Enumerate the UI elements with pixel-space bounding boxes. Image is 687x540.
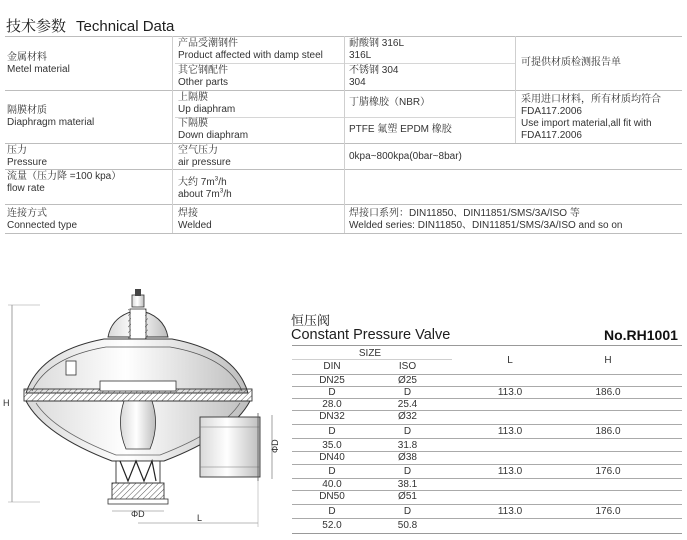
dim-l-label: L xyxy=(197,513,203,523)
flow-value-cn: 大约 $7m^3/h$ xyxy=(178,175,227,188)
metal-part2-val-en: 304 xyxy=(349,77,366,88)
column-divider xyxy=(172,36,173,233)
sub-row-divider xyxy=(175,63,515,64)
diaphragm-label-cn: 隔膜材质 xyxy=(7,105,47,116)
d-label: D xyxy=(328,506,336,517)
pressure-label-cn: 压力 xyxy=(7,145,27,156)
table-bottom-rule xyxy=(5,233,682,234)
diaphragm-down-en: Down diaphram xyxy=(178,130,249,141)
header-size: SIZE xyxy=(358,348,382,359)
h-value: 176.0 xyxy=(595,466,621,477)
valve-table-bottom-rule xyxy=(292,533,682,534)
diaphragm-down-cn: 下隔膜 xyxy=(178,118,208,129)
connection-value-en: Welded series: DIN11850、DIN11851/SMS/3A/ISO and so on xyxy=(349,220,623,231)
din-value: DN32 xyxy=(319,411,345,422)
iso-value: Ø25 xyxy=(398,375,417,386)
metal-part1-cn: 产品受潮钢件 xyxy=(178,38,238,49)
d-value: 38.1 xyxy=(397,479,418,490)
d-value: 31.8 xyxy=(397,440,418,451)
pressure-sub-cn: 空气压力 xyxy=(178,145,218,156)
connection-sub-en: Welded xyxy=(178,220,212,231)
metal-part2-val-cn: 不锈钢 304 xyxy=(349,65,399,76)
metal-part1-val-en: 316L xyxy=(349,50,372,61)
iso-value: Ø38 xyxy=(398,452,417,463)
d-label: D xyxy=(403,466,412,477)
header-l: L xyxy=(507,355,513,366)
diaphragm-note-en: Use import material,all fit with xyxy=(521,118,652,129)
l-value: 113.0 xyxy=(497,387,523,398)
d-label: D xyxy=(328,387,336,398)
d-value: 52.0 xyxy=(322,520,342,531)
d-value: 28.0 xyxy=(322,399,342,410)
d-label: D xyxy=(328,426,336,437)
d-value: 40.0 xyxy=(322,479,342,490)
column-divider xyxy=(344,36,345,233)
d-label: D xyxy=(328,466,336,477)
connection-label-en: Connected type xyxy=(7,220,78,231)
connection-value-cn: 焊接口系列：DIN11850、DIN11851/SMS/3A/ISO 等 xyxy=(349,208,580,219)
l-value: 113.0 xyxy=(497,426,523,437)
diaphragm-up-value: 丁腈橡胶（NBR） xyxy=(349,97,431,108)
diaphragm-down-value: PTFE 氟塑 EPDM 橡胶 xyxy=(349,124,452,135)
section-title-cn: 技术参数 xyxy=(6,18,67,35)
diaphragm-note-en-2: FDA117.2006 xyxy=(521,130,582,141)
valve-title-en: Constant Pressure Valve xyxy=(291,327,451,343)
section-title xyxy=(6,15,174,36)
l-value: 113.0 xyxy=(497,466,523,477)
h-value: 186.0 xyxy=(595,426,621,437)
pressure-label-en: Pressure xyxy=(7,157,48,168)
connection-label-cn: 连接方式 xyxy=(7,208,47,219)
iso-value: Ø51 xyxy=(398,491,417,502)
din-value: DN25 xyxy=(319,375,345,386)
din-value: DN50 xyxy=(319,491,345,502)
pressure-sub-en: air pressure xyxy=(178,157,231,168)
metal-part2-cn: 其它钢配件 xyxy=(178,65,228,76)
h-value: 186.0 xyxy=(595,387,621,398)
diaphragm-label-en: Diaphragm material xyxy=(7,117,95,128)
diaphragm-up-cn: 上隔膜 xyxy=(178,92,208,103)
flow-label-cn: 流量（压力降 =100 kpa） xyxy=(7,171,122,182)
flow-label-en: flow rate xyxy=(7,183,45,194)
h-value: 176.0 xyxy=(595,506,621,517)
row-rule xyxy=(292,518,682,519)
valve-table-top-rule xyxy=(292,345,682,346)
metal-part1-val-cn: 耐酸钢 316L xyxy=(349,38,405,49)
sub-row-divider xyxy=(175,117,515,118)
row-rule xyxy=(292,464,682,465)
d-label: D xyxy=(403,387,412,398)
diaphragm-up-en: Up diaphram xyxy=(178,104,236,115)
flow-value-en: about $7m^3/h$ xyxy=(178,187,232,200)
header-h: H xyxy=(604,355,612,366)
row-rule xyxy=(292,504,682,505)
l-value: 113.0 xyxy=(497,506,523,517)
valve-model-number: No.RH1001 xyxy=(604,327,678,343)
metal-part2-en: Other parts xyxy=(178,77,229,88)
d-label: D xyxy=(403,506,412,517)
column-divider xyxy=(515,36,516,143)
metal-label-en: Metel material xyxy=(7,64,70,75)
header-iso: ISO xyxy=(398,361,417,372)
d-label: D xyxy=(403,426,412,437)
metal-label-cn: 金属材料 xyxy=(7,52,47,63)
d-value: 50.8 xyxy=(397,520,418,531)
section-title-en: Technical Data xyxy=(76,18,175,35)
metal-note: 可提供材质检测报告单 xyxy=(521,57,621,68)
dim-phid-bottom-label: ΦD xyxy=(131,509,145,519)
size-underline xyxy=(292,359,452,360)
diaphragm-note-cn-2: FDA117.2006 xyxy=(521,106,582,117)
dim-phid-right-label: ΦD xyxy=(270,439,280,453)
pressure-value: 0kpa~800kpa(0bar~8bar) xyxy=(349,151,462,162)
metal-part1-en: Product affected with damp steel xyxy=(178,50,323,61)
d-value: 25.4 xyxy=(397,399,418,410)
row-rule xyxy=(292,438,682,439)
row-rule xyxy=(292,424,682,425)
header-din: DIN xyxy=(323,361,341,372)
iso-value: Ø32 xyxy=(398,411,417,422)
valve-cross-section-drawing xyxy=(0,285,290,537)
diaphragm-note-cn: 采用进口材料，所有材质均符合 xyxy=(521,94,661,105)
dim-h-label: H xyxy=(3,398,10,408)
valve-title-cn: 恒压阀 xyxy=(291,313,331,328)
d-value: 35.0 xyxy=(322,440,342,451)
din-value: DN40 xyxy=(319,452,345,463)
connection-sub-cn: 焊接 xyxy=(178,208,198,219)
